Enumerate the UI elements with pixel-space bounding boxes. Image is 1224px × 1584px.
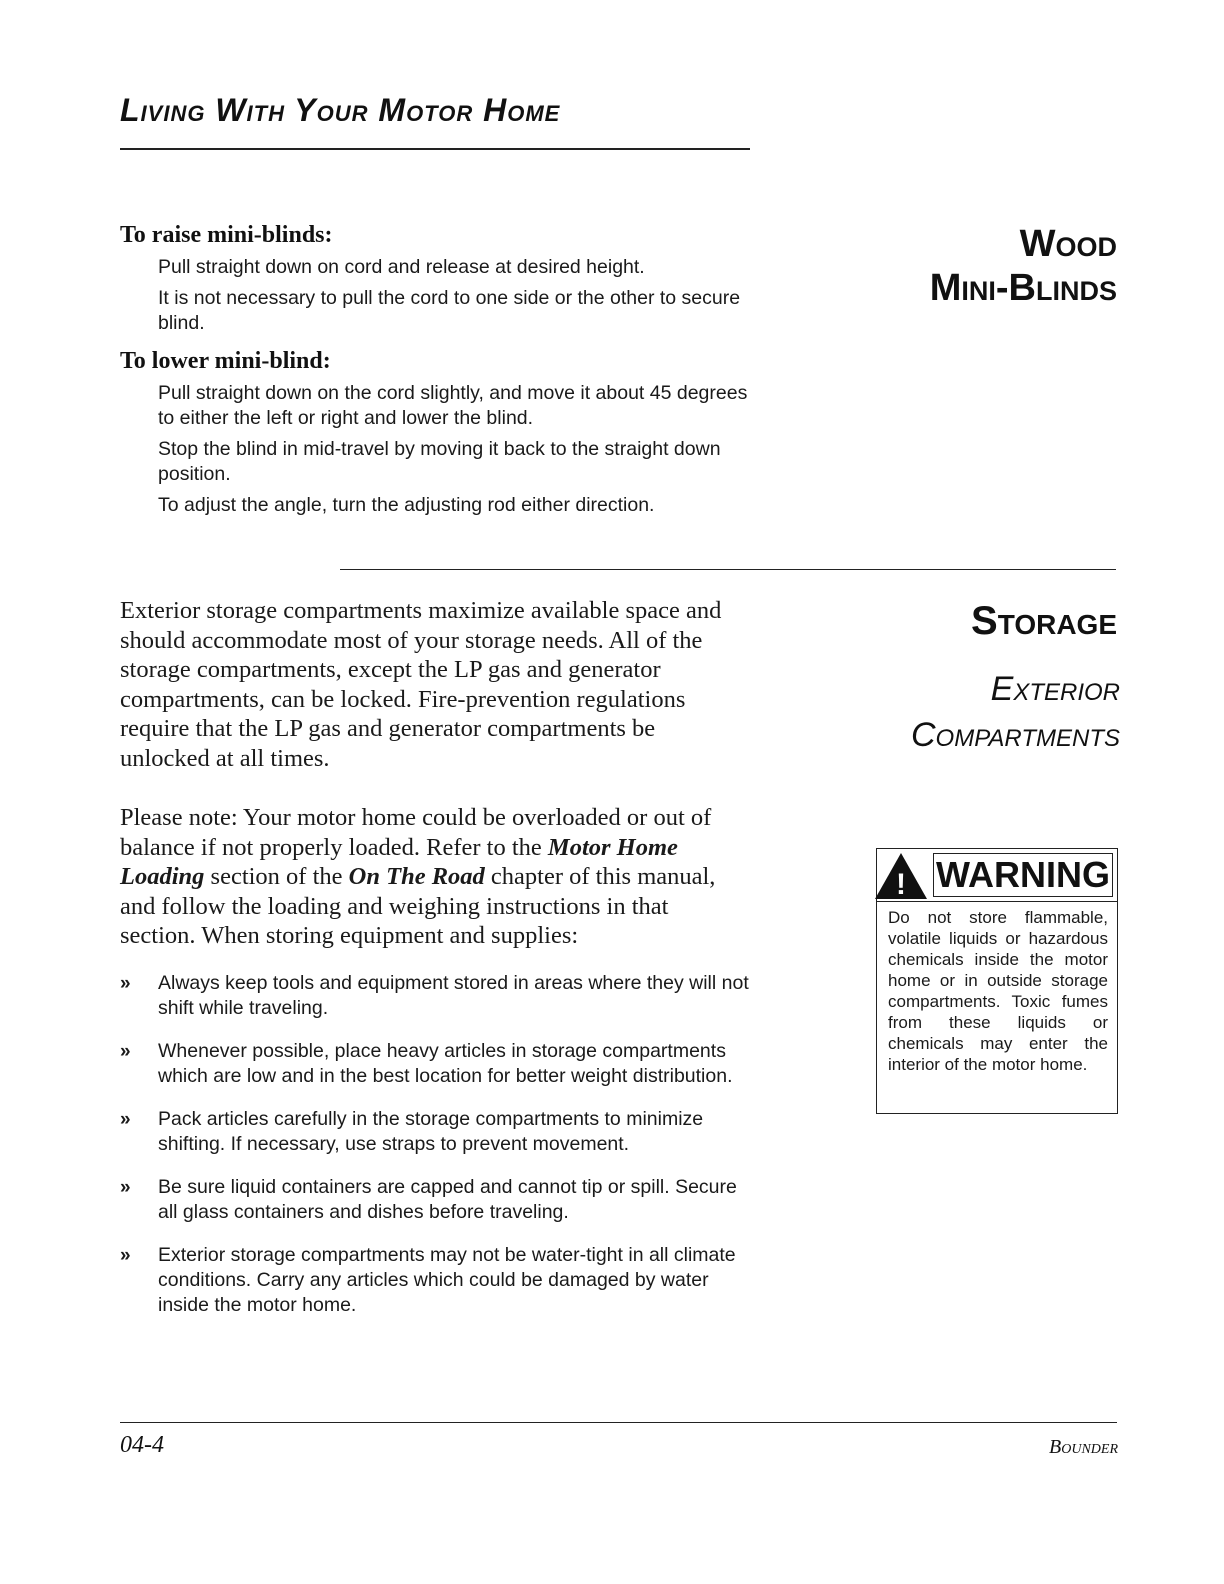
bullet-marker: » bbox=[120, 1176, 131, 1198]
bullet-marker: » bbox=[120, 972, 131, 994]
note-reference-loading: Motor Home Loading bbox=[120, 833, 678, 890]
lower-step: To adjust the angle, turn the adjusting rod either direction. bbox=[158, 494, 655, 516]
bullet-marker: » bbox=[120, 1244, 131, 1266]
subtitle-line1: Exterior bbox=[990, 670, 1120, 708]
warning-triangle-icon bbox=[873, 851, 929, 901]
section-divider bbox=[340, 569, 1116, 570]
warning-label: WARNING bbox=[933, 853, 1113, 897]
section-title-line2: Mini-Blinds bbox=[929, 267, 1117, 309]
section-subtitle-exterior-compartments bbox=[840, 666, 1120, 758]
header-rule bbox=[120, 148, 750, 150]
lower-heading: To lower mini-blind: bbox=[120, 348, 331, 374]
subtitle-line2: Compartments bbox=[910, 716, 1120, 754]
note-text: section of the bbox=[204, 863, 349, 890]
bullet-text: Be sure liquid containers are capped and cannot tip or spill. Secure all glass containers and dishes before traveling. bbox=[158, 1175, 737, 1223]
mini-blinds-content bbox=[120, 222, 760, 518]
footer-brand: Bounder bbox=[1049, 1436, 1118, 1458]
chapter-title: Living With Your Motor Home bbox=[120, 92, 561, 128]
section-title-mini-blinds bbox=[840, 222, 1117, 310]
bullet-text: Pack articles carefully in the storage compartments to minimize shifting. If necessary, use straps to prevent movement. bbox=[158, 1107, 704, 1155]
warning-text: Do not store flammable, volatile liquids or hazardous chemicals inside the motor home or in outside storage compartments. Toxic fumes from these liquids or chemicals may enter the interior of the motor home. bbox=[888, 908, 1108, 1074]
raise-step: Pull straight down on cord and release at desired height. bbox=[158, 256, 645, 278]
storage-intro: Exterior storage compartments maximize available space and should accommodate most of your storage needs. All of the storage compartments, except the LP gas and generator compartments, can be locked. Fire-prevention regulations require that the LP gas and generator compartments be unlocked at all times. bbox=[120, 597, 722, 772]
warning-box bbox=[876, 848, 1118, 1114]
note-text: chapter of this manual, and follow the loading and weighing instructions in that section. When storing equipment and supplies: bbox=[120, 863, 716, 949]
bullet-text: Exterior storage compartments may not be water-tight in all climate conditions. Carry any articles which could be damaged by water inside the motor home. bbox=[158, 1243, 736, 1316]
bullet-marker: » bbox=[120, 1040, 131, 1062]
bullet-text: Whenever possible, place heavy articles in storage compartments which are low and in the best location for better weight distribution. bbox=[158, 1039, 733, 1087]
list-item bbox=[120, 1039, 750, 1089]
page-number: 04-4 bbox=[120, 1432, 164, 1458]
raise-heading: To raise mini-blinds: bbox=[120, 222, 333, 248]
lower-step: Stop the blind in mid-travel by moving it back to the straight down position. bbox=[158, 438, 721, 485]
lower-step: Pull straight down on the cord slightly, and move it about 45 degrees to either the left or right and lower the blind. bbox=[158, 382, 748, 429]
note-reference-on-the-road: On The Road bbox=[348, 863, 485, 890]
list-item bbox=[120, 1107, 750, 1157]
raise-step: It is not necessary to pull the cord to one side or the other to secure blind. bbox=[158, 287, 741, 334]
section-title-storage: Storage bbox=[971, 599, 1117, 643]
list-item bbox=[120, 971, 750, 1021]
bullet-text: Always keep tools and equipment stored in areas where they will not shift while traveling. bbox=[158, 971, 749, 1019]
storage-content bbox=[120, 596, 750, 1318]
bullet-marker: » bbox=[120, 1108, 131, 1130]
storage-bullets bbox=[120, 971, 750, 1318]
footer-rule bbox=[120, 1422, 1117, 1423]
warning-icon-glyph: ! bbox=[896, 868, 906, 901]
storage-note bbox=[120, 803, 750, 951]
list-item bbox=[120, 1175, 750, 1225]
warning-header bbox=[877, 849, 1117, 902]
list-item bbox=[120, 1243, 750, 1318]
note-text: Please note: Your motor home could be overloaded or out of balance if not properly loaded. Refer to the bbox=[120, 804, 712, 861]
section-title-line1: Wood bbox=[1019, 223, 1117, 265]
